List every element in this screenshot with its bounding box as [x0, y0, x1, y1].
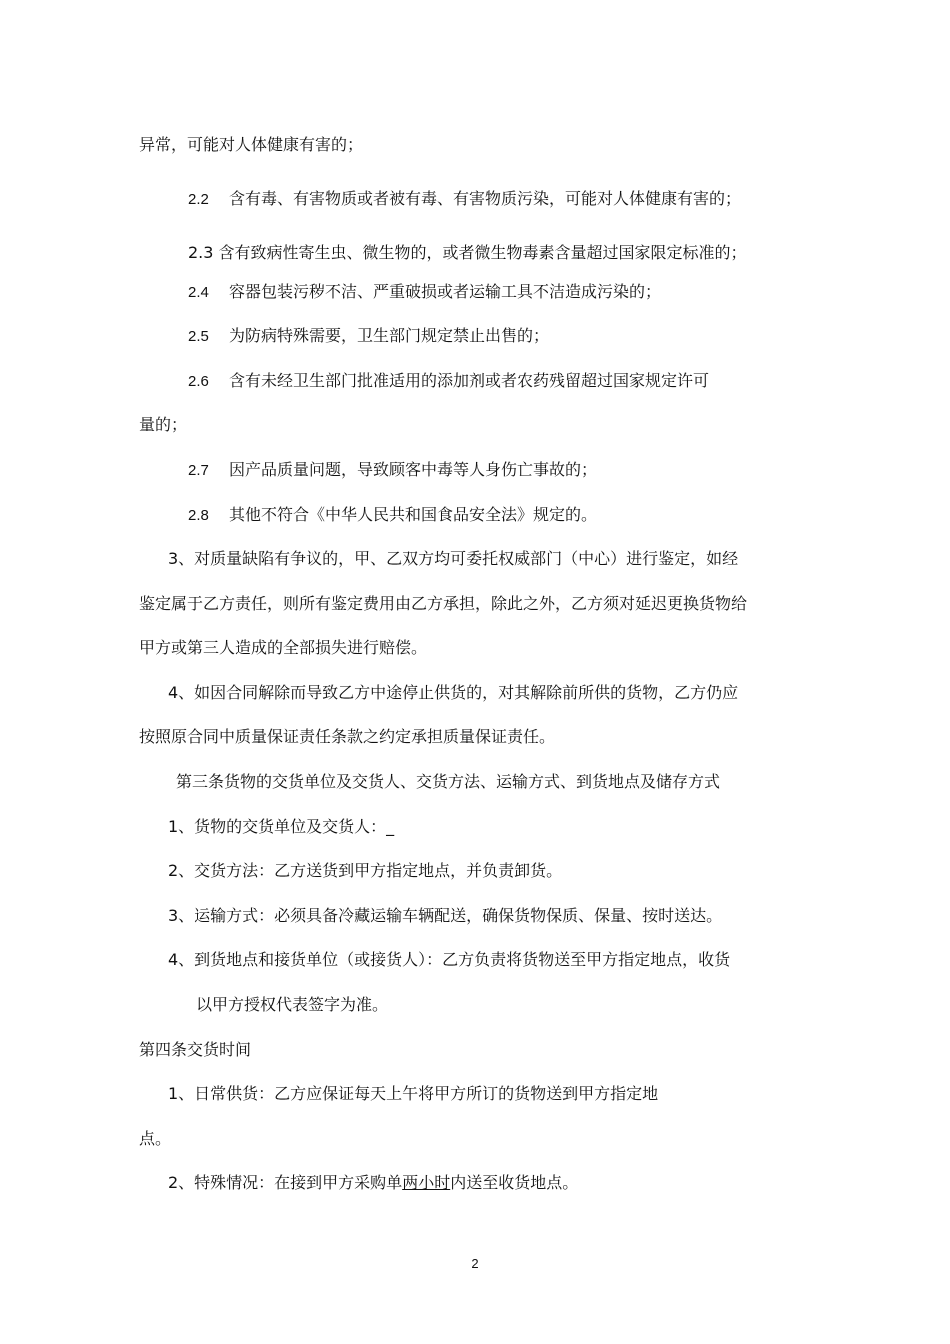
clause-number: 2.2: [188, 191, 209, 208]
paragraph-4-line-1: 4、如因合同解除而导致乙方中途停止供货的，对其解除前所供的货物，乙方仍应: [168, 683, 739, 702]
line-7: 量的；: [139, 415, 188, 434]
clause-text: 其他不符合《中华人民共和国食品安全法》规定的。: [229, 505, 598, 524]
clause-2-6: [188, 371, 709, 392]
article-3-item-4: 4、到货地点和接货单位（或接货人）：乙方负责将货物送至甲方指定地点，收货: [168, 950, 731, 969]
article-4-item-2: [168, 1173, 578, 1193]
clause-2-7: [188, 460, 597, 481]
paragraph-3-line-3: 甲方或第三人造成的全部损失进行赔偿。: [139, 638, 428, 657]
clause-text: 为防病特殊需要，卫生部门规定禁止出售的；: [229, 326, 550, 345]
clause-number: 2.8: [188, 507, 209, 524]
clause-2-2: [188, 189, 741, 210]
article-4-item-1: 1、日常供货：乙方应保证每天上午将甲方所订的货物送到甲方指定地: [168, 1084, 659, 1103]
clause-text: 含有未经卫生部门批准适用的添加剂或者农药残留超过国家规定许可: [229, 371, 710, 390]
item-text: 2、特殊情况：在接到甲方采购单: [168, 1173, 403, 1192]
article-3-item-2: 2、交货方法：乙方送货到甲方指定地点，并负责卸货。: [168, 861, 563, 880]
clause-text: 容器包装污秽不洁、严重破损或者运输工具不洁造成污染的；: [229, 282, 662, 301]
clause-text: 含有毒、有害物质或者被有毒、有害物质污染，可能对人体健康有害的；: [229, 189, 742, 208]
clause-2-4: [188, 282, 661, 303]
article-3-item-4-cont: 以甲方授权代表签字为准。: [196, 995, 389, 1014]
article-3-item-3: 3、运输方式：必须具备冷藏运输车辆配送，确保货物保质、保量、按时送达。: [168, 906, 723, 925]
clause-text: 因产品质量问题，导致顾客中毒等人身伤亡事故的；: [229, 460, 598, 479]
article-3-heading: 第三条货物的交货单位及交货人、交货方法、运输方式、到货地点及储存方式: [176, 772, 721, 791]
line-1: 异常，可能对人体健康有害的；: [139, 135, 364, 154]
paragraph-3-line-1: 3、对质量缺陷有争议的，甲、乙双方均可委托权威部门（中心）进行鉴定，如经: [168, 549, 739, 568]
clause-2-8: [188, 505, 597, 526]
clause-number: 2.7: [188, 462, 209, 479]
clause-number: 2.4: [188, 284, 209, 301]
article-3-item-1: 1、货物的交货单位及交货人：_: [168, 817, 395, 836]
clause-number: 2.6: [188, 373, 209, 390]
article-4-heading: 第四条交货时间: [139, 1040, 252, 1059]
clause-2-5: [188, 326, 549, 347]
paragraph-3-line-2: 鉴定属于乙方责任，则所有鉴定费用由乙方承担，除此之外，乙方须对延迟更换货物给: [139, 594, 748, 613]
article-4-item-1-cont: 点。: [139, 1129, 172, 1148]
underlined-time: 两小时: [402, 1173, 451, 1192]
paragraph-4-line-2: 按照原合同中质量保证责任条款之约定承担质量保证责任。: [139, 727, 556, 746]
page-number: 2: [471, 1256, 479, 1271]
clause-2-3: 2.3 含有致病性寄生虫、微生物的，或者微生物毒素含量超过国家限定标准的；: [188, 243, 747, 262]
clause-number: 2.5: [188, 328, 209, 345]
item-text: 内送至收货地点。: [450, 1173, 579, 1192]
